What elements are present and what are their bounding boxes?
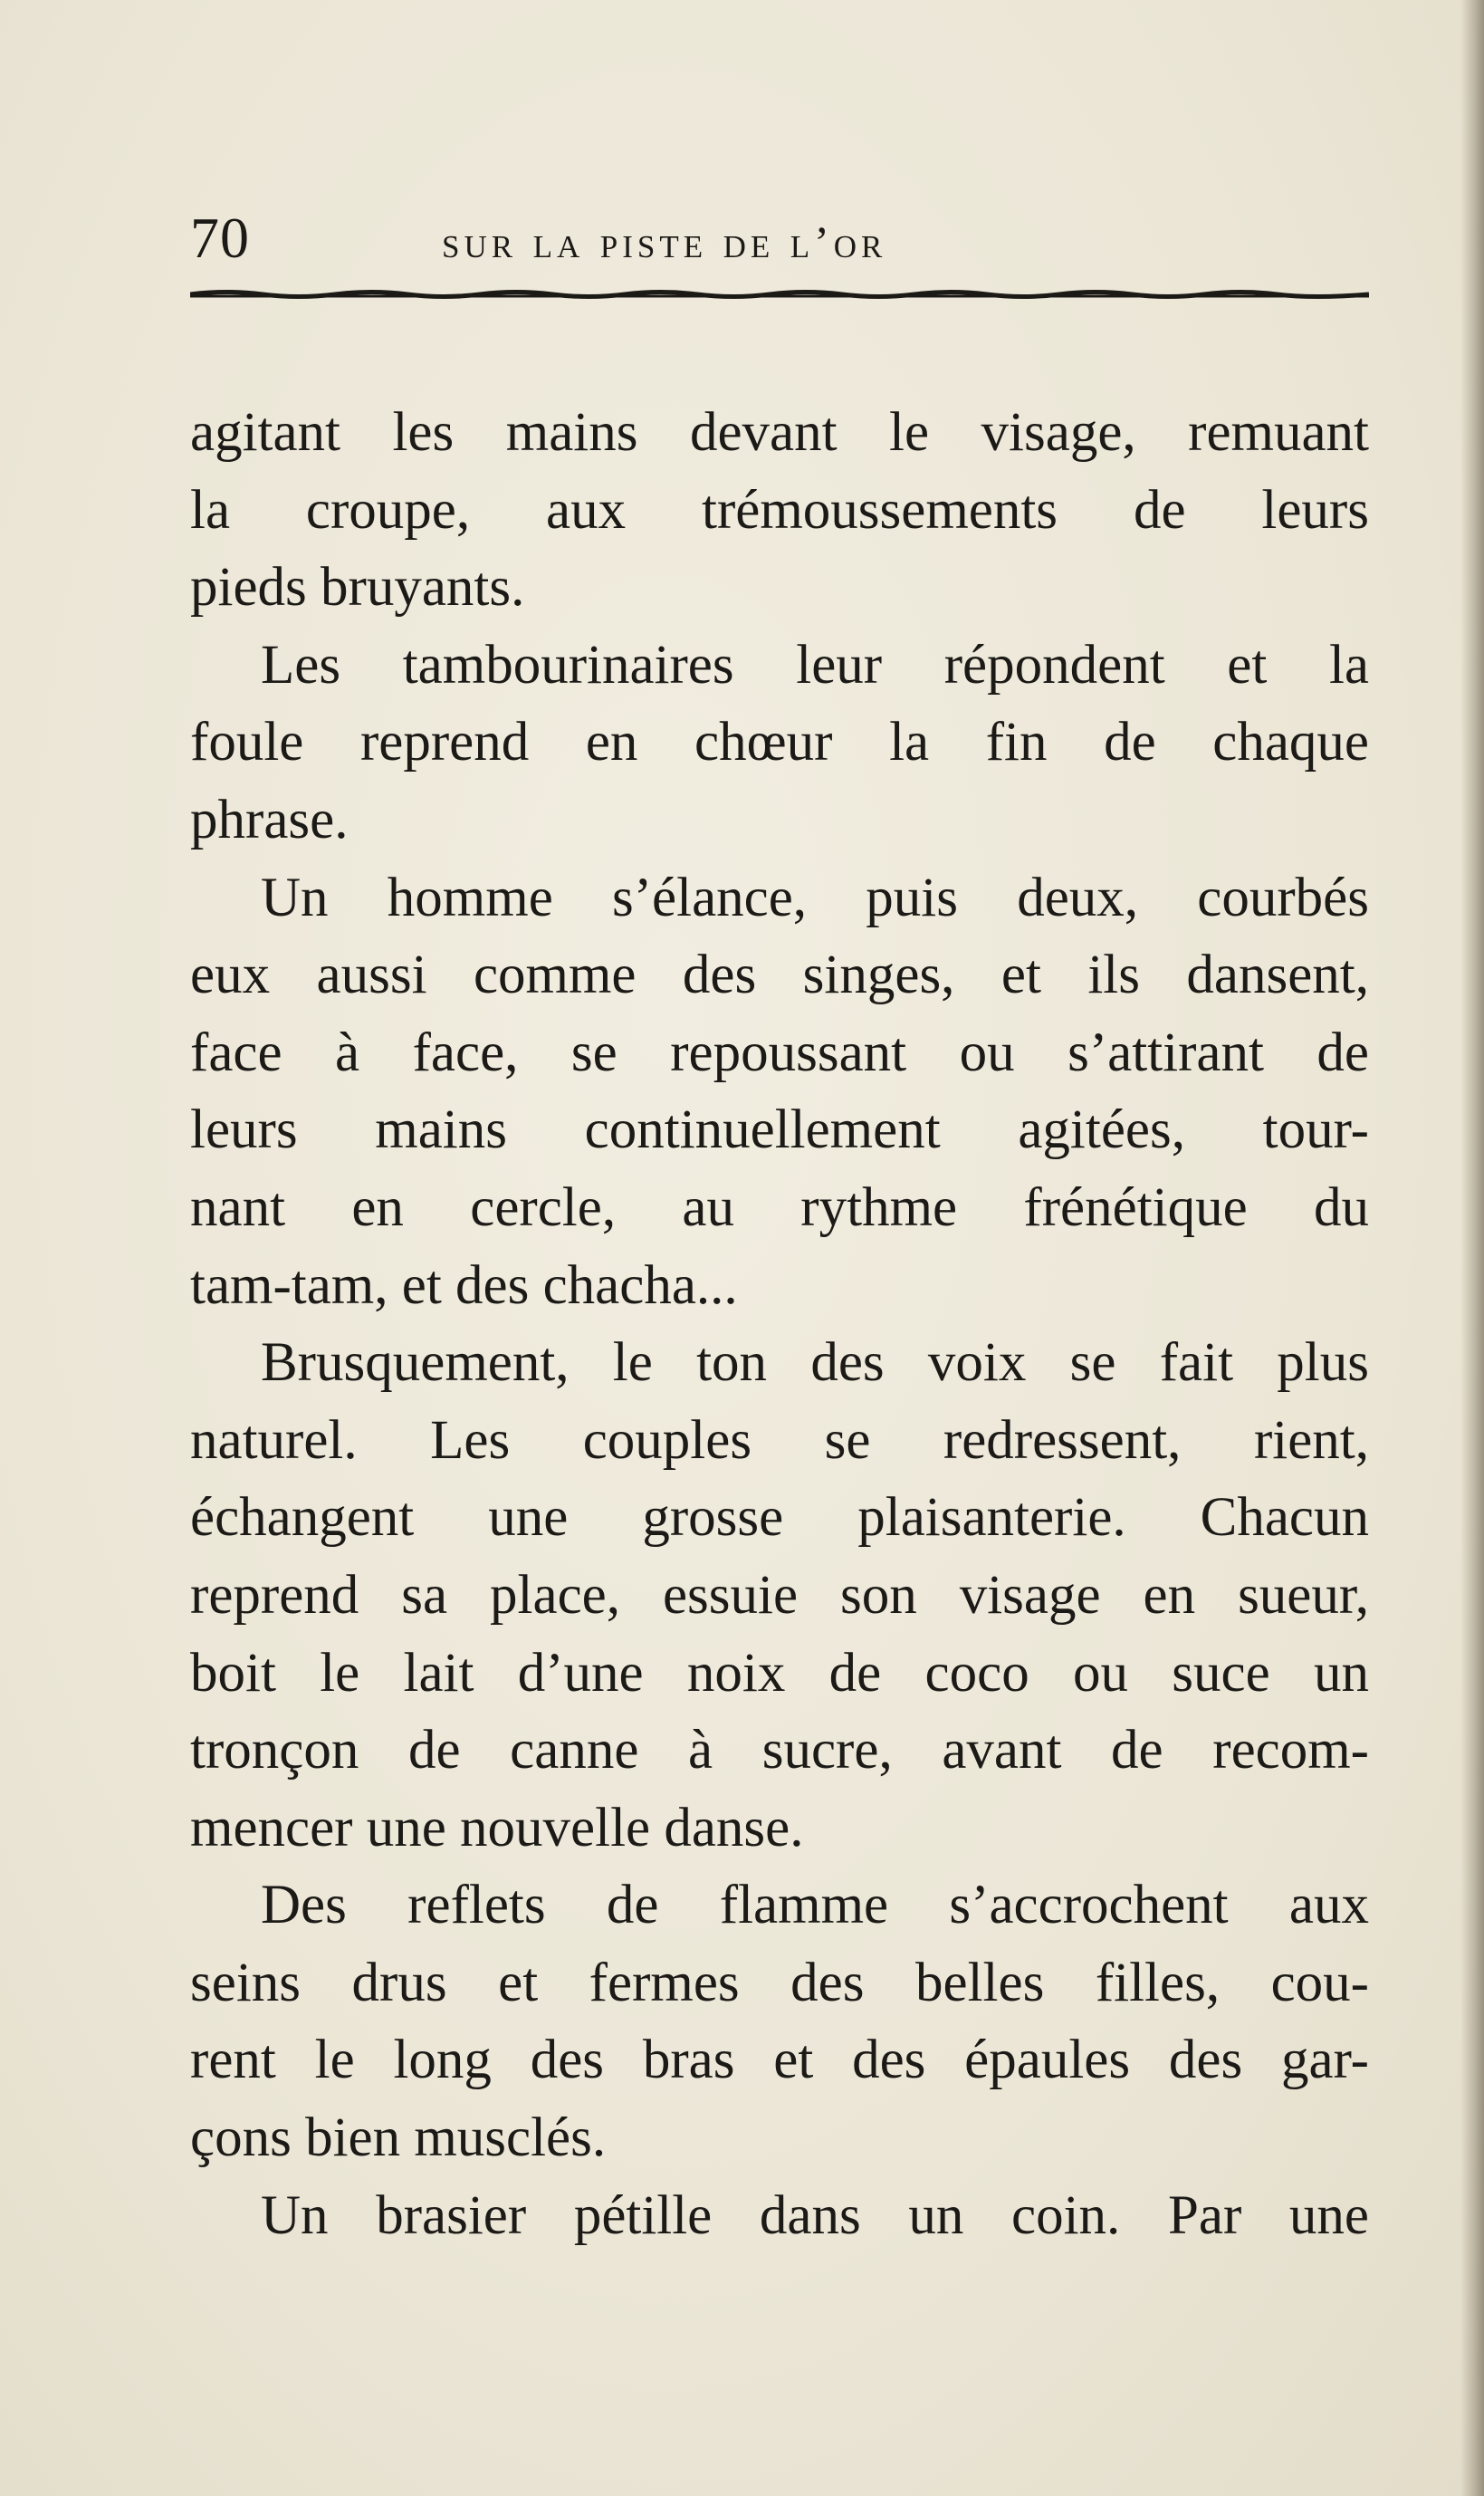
text-line: leurs mains continuellement agitées, tour- — [190, 1099, 1369, 1161]
paragraph — [190, 1867, 1369, 2176]
text-line: reprend sa place, essuie son visage en sueur, — [190, 1564, 1369, 1626]
text-line: Un homme s’élance, puis deux, courbés — [261, 867, 1369, 928]
paragraph — [190, 394, 1369, 627]
text-line: foule reprend en chœur la fin de chaque — [190, 712, 1369, 773]
page-number: 70 — [190, 206, 250, 270]
running-title: sur la piste de l’or — [442, 216, 887, 267]
body-text — [190, 394, 1369, 2254]
text-line: la croupe, aux trémoussements de leurs — [190, 479, 1369, 541]
text-line: Brusquement, le ton des voix se fait plus — [261, 1332, 1369, 1394]
text-line: boit le lait d’une noix de coco ou suce un — [190, 1642, 1369, 1704]
running-header — [190, 206, 1367, 270]
paragraph — [190, 627, 1369, 859]
text-line: çons bien musclés. — [190, 2107, 607, 2169]
text-line: tronçon de canne à sucre, avant de recom- — [190, 1720, 1369, 1781]
text-line: face à face, se repoussant ou s’attirant de — [190, 1022, 1369, 1083]
text-line: naturel. Les couples se redressent, rient, — [190, 1409, 1369, 1471]
text-line: pieds bruyants. — [190, 557, 525, 619]
header-rule — [190, 288, 1369, 301]
text-line: phrase. — [190, 789, 349, 850]
text-line: rent le long des bras et des épaules des gar- — [190, 2030, 1369, 2091]
text-line: nant en cercle, au rythme frénétique du — [190, 1176, 1369, 1238]
text-line: eux aussi comme des singes, et ils dansent, — [190, 945, 1369, 1006]
text-line: seins drus et fermes des belles filles, cou- — [190, 1952, 1369, 2013]
text-line: Un brasier pétille dans un coin. Par une — [261, 2184, 1369, 2246]
text-line: tam-tam, et des chacha... — [190, 1254, 738, 1316]
text-line: échangent une grosse plaisanterie. Chacun — [190, 1487, 1369, 1549]
text-line: agitant les mains devant le visage, remuant — [190, 402, 1369, 463]
text-line: Des reflets de flamme s’accrochent aux — [261, 1875, 1369, 1936]
paragraph — [190, 2177, 1369, 2255]
text-line: Les tambourinaires leur répondent et la — [261, 634, 1369, 696]
page-edge-shadow — [1460, 0, 1484, 2496]
text-line: mencer une nouvelle danse. — [190, 1797, 804, 1858]
paragraph — [190, 859, 1369, 1325]
paragraph — [190, 1324, 1369, 1867]
